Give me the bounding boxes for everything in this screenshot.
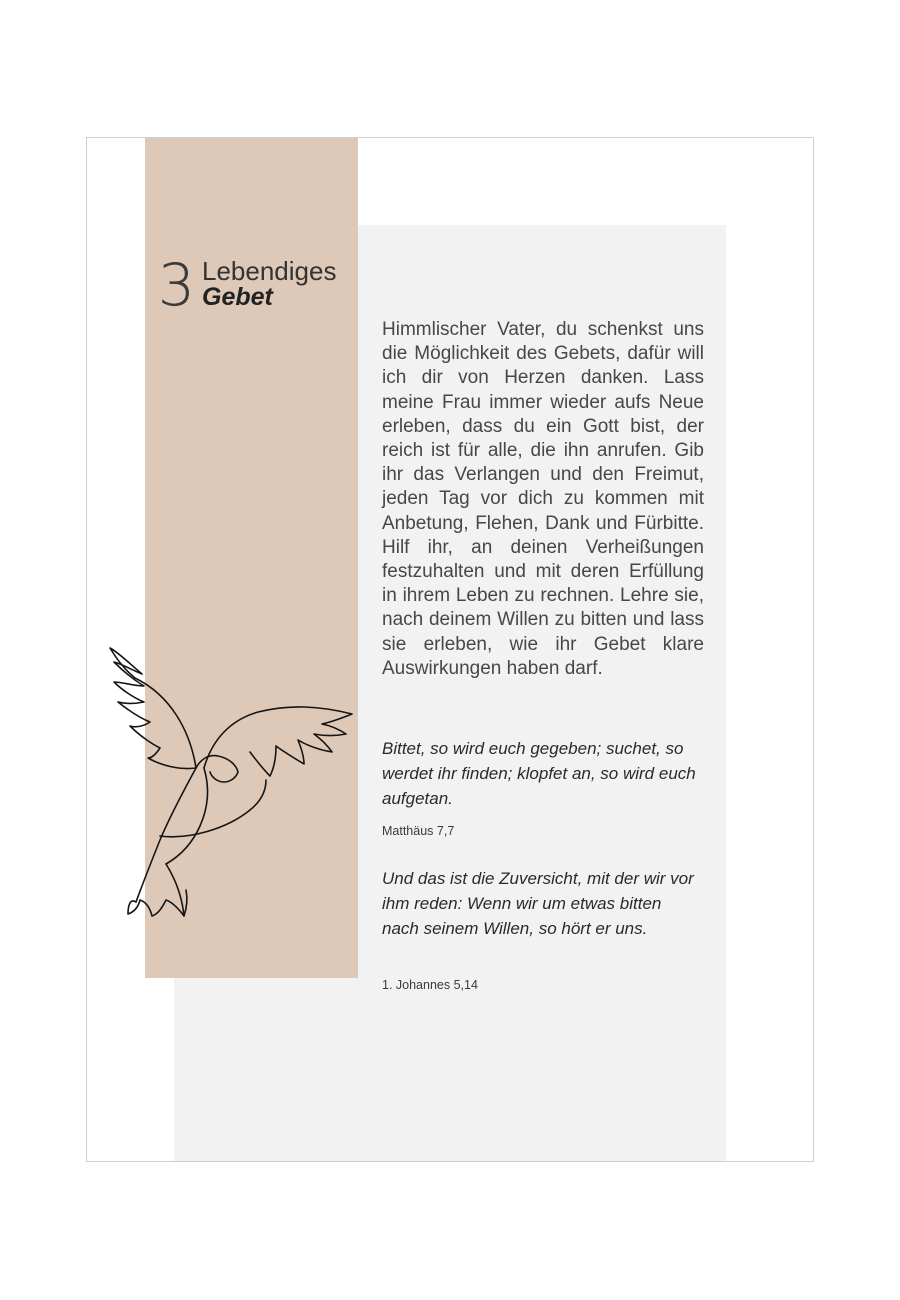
- chapter-heading: [158, 252, 368, 322]
- bible-verse-quote: Bittet, so wird euch gegeben; suchet, so werdet ihr finden; klopfet an, so wird euch aufgetan.: [382, 739, 696, 808]
- prayer-text: Himmlischer Vater, du schenkst uns die Möglichkeit des Gebets, dafür will ich dir von Herzen danken. Lass meine Frau immer wieder aufs Neue erleben, dass du ein Gott bist, der reich ist für alle, die ihn anrufen. Gib ihr das Verlangen und den Freimut, jeden Tag vor dich zu kommen mit Anbetung, Flehen, Dank und Fürbitte. Hilf ihr, an deinen Verheißungen festzuhalten und mit deren Erfüllung in ihrem Leben zu rechnen. Lehre sie, nach deinem Willen zu bitten und lass sie erleben, wie ihr Gebet klare Auswirkungen haben darf.: [382, 319, 704, 679]
- bible-verse-quote: Und das ist die Zuversicht, mit der wir vor ihm reden: Wenn wir um etwas bitten nach seinem Willen, so hört er uns.: [382, 869, 694, 938]
- bible-verse-reference: Matthäus 7,7: [382, 824, 455, 838]
- chapter-title-line1: Lebendiges: [202, 256, 337, 286]
- chapter-title-line2: Gebet: [202, 283, 273, 311]
- dove-line-drawing-icon: [100, 640, 362, 930]
- chapter-number: 3: [158, 251, 195, 319]
- bible-verse-reference: 1. Johannes 5,14: [382, 978, 478, 992]
